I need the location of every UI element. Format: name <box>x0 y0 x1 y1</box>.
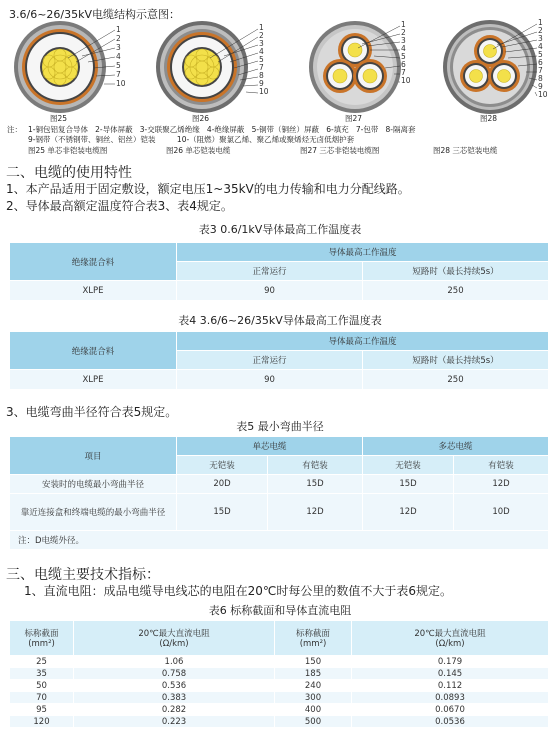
figure-caption-28: 图28 三芯铠装电缆 <box>433 146 498 155</box>
section-2-item-3: 3、电缆弯曲半径符合表5规定。 <box>6 405 178 419</box>
table-3 <box>9 242 549 301</box>
figure-28-label: 图28 <box>480 114 498 123</box>
figure-caption-27: 图27 三芯非铠装电缆图 <box>300 146 380 155</box>
figure-caption-26: 图26 单芯铠装电缆 <box>166 146 231 155</box>
figure-caption-25: 图25 单芯非铠装电缆图 <box>28 146 108 155</box>
notes-prefix: 注： <box>7 125 22 134</box>
diagram-title: 3.6/6~26/35kV电缆结构示意图： <box>9 8 181 21</box>
table-6-header-section-1: 标称截面 (mm²) <box>10 621 74 656</box>
table-5-caption: 表5 最小弯曲半径 <box>236 420 324 433</box>
table-3-header-material: 绝缘混合料 <box>10 243 177 281</box>
table-3-row: XLPE 90 250 <box>10 281 549 301</box>
table-5-header-single: 单芯电缆 <box>177 437 363 456</box>
table-row: 95 0.282 400 0.0670 <box>10 704 549 716</box>
table-6-caption: 表6 标称截面和导体直流电阻 <box>208 604 352 617</box>
figure-25-single-core-unarmored <box>14 21 115 113</box>
table-row: 50 0.536 240 0.112 <box>10 680 549 692</box>
table-4-row: XLPE 90 250 <box>10 370 549 390</box>
table-6-header-section-2: 标称截面 (mm²) <box>275 621 352 656</box>
table-6 <box>9 620 549 728</box>
table-4 <box>9 331 549 390</box>
table-5-header-multi: 多芯电缆 <box>363 437 549 456</box>
figure-25-label: 图25 <box>50 114 68 123</box>
figure-25-callouts: 1 2 3 4 5 7 10 <box>116 25 126 88</box>
table-4-header-material: 绝缘混合料 <box>10 332 177 370</box>
table-3-header-group: 导体最高工作温度 <box>177 243 549 262</box>
figure-26-label: 图26 <box>192 114 210 123</box>
table-row: 25 1.06 150 0.179 <box>10 656 549 668</box>
section-2-item-2: 2、导体最高额定温度符合表3、表4规定。 <box>6 199 233 213</box>
section-2-item-1: 1、本产品适用于固定敷设，额定电压1~35kV的电力传输和电力分配线路。 <box>6 182 410 196</box>
table-4-header-short: 短路时（最长持续5s） <box>363 351 549 370</box>
table-3-header-normal: 正常运行 <box>177 262 363 281</box>
table-4-caption: 表4 3.6/6~26/35kV导体最高工作温度表 <box>178 314 382 327</box>
table-5-row-near-joint: 靠近连接盒和终端电缆的最小弯曲半径 15D 12D 12D 10D <box>10 494 549 531</box>
table-row: 70 0.383 300 0.0893 <box>10 692 549 704</box>
section-3-title: 三、电缆主要技术指标： <box>6 567 160 583</box>
figure-27-three-core-unarmored <box>309 21 401 113</box>
cable-diagrams <box>0 18 560 120</box>
figure-26-callouts: 1 2 3 4 5 7 8 9 10 <box>259 23 269 96</box>
table-row: 120 0.223 500 0.0536 <box>10 716 549 728</box>
table-row: 35 0.758 185 0.145 <box>10 668 549 680</box>
figure-27-callouts: 1 2 3 4 5 6 7 10 <box>401 20 411 85</box>
table-5-row-install: 安装时的电缆最小弯曲半径 20D 15D 15D 12D <box>10 475 549 494</box>
table-5-note-row: 注：D电缆外径。 <box>10 531 549 550</box>
table-5-header-item: 项目 <box>10 437 177 475</box>
section-3-item-1: 1、直流电阻：成品电缆导电线芯的电阻在20℃时每公里的数值不大于表6规定。 <box>24 584 453 598</box>
table-5: 项目 单芯电缆 多芯电缆 无铠装 有铠装 无铠装 有铠装 安装时的电缆最小弯曲半径 20D 15D 15D 12D 靠近连接盒和终端电缆的最小弯曲半径 15D 12D 12D 10D 注：D电缆外径。 <box>9 436 549 550</box>
table-6-header-resistance-2: 20℃最大直流电阻 (Ω/km) <box>352 621 549 656</box>
figure-28-callouts: 1 2 3 4 5 6 7 8 9 10 <box>538 18 548 99</box>
figure-26-single-core-armored <box>156 21 258 113</box>
table-4-header-group: 导体最高工作温度 <box>177 332 549 351</box>
table-6-header-resistance-1: 20℃最大直流电阻 (Ω/km) <box>74 621 275 656</box>
table-4-header-normal: 正常运行 <box>177 351 363 370</box>
figure-27-label: 图27 <box>345 114 363 123</box>
table-3-caption: 表3 0.6/1kV导体最高工作温度表 <box>198 223 362 236</box>
notes-line-1: 1-铜包铝复合导体 2-导体屏蔽 3-交联聚乙烯绝缘 4-绝缘屏蔽 5-铜带（铜丝）屏蔽 6-填充 7-包带 8-隔离套 <box>28 125 416 134</box>
section-2-title: 二、电缆的使用特性 <box>6 165 132 181</box>
table-3-header-short: 短路时（最长持续5s） <box>363 262 549 281</box>
figure-28-three-core-armored <box>443 20 537 114</box>
notes-line-2: 9-钢带（不锈钢带、铜丝、铝丝）铠装 10-（阻燃）聚氯乙烯、聚乙烯或聚烯烃无卤低烟护套 <box>28 135 355 144</box>
